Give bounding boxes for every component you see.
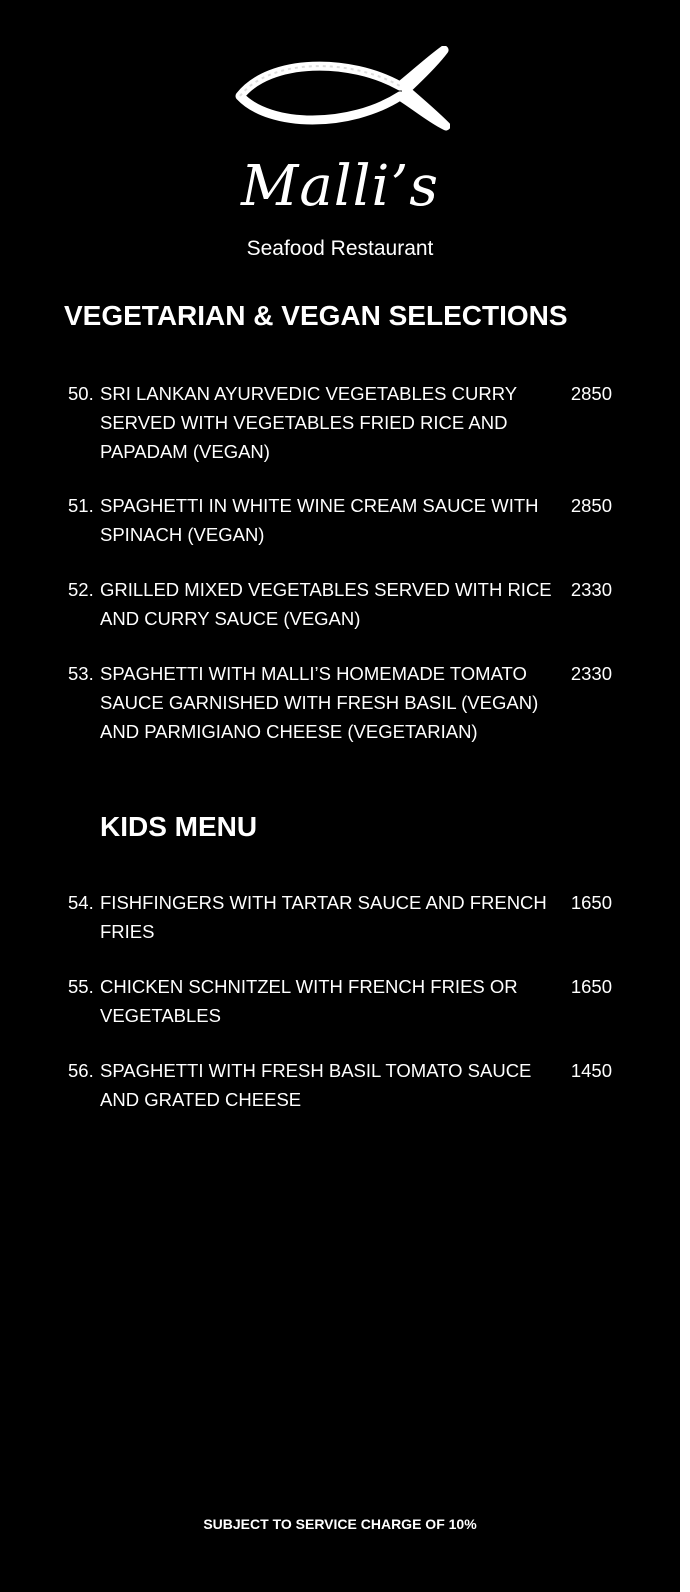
item-description: SPAGHETTI IN WHITE WINE CREAM SAUCE WITH SPINACH (VEGAN) (100, 495, 539, 545)
item-price: 2850 (570, 495, 612, 516)
restaurant-name: Malli’s (241, 154, 439, 219)
item-number: 53. (68, 663, 94, 684)
item-price: 2330 (570, 663, 612, 684)
item-number: 55. (68, 976, 94, 997)
item-number: 51. (68, 495, 94, 516)
item-description: GRILLED MIXED VEGETABLES SERVED WITH RICE AND CURRY SAUCE (VEGAN) (100, 579, 552, 629)
item-number: 54. (68, 892, 94, 913)
item-description: SPAGHETTI WITH MALLI’S HOMEMADE TOMATO SAUCE GARNISHED WITH FRESH BASIL (VEGAN) AND PARMIGIANO CHEESE (VEGETARIAN) (100, 663, 539, 742)
item-price: 1650 (570, 892, 612, 913)
page-edge (680, 0, 690, 1592)
item-description: SRI LANKAN AYURVEDIC VEGETABLES CURRY SERVED WITH VEGETABLES FRIED RICE AND PAPADAM (VEGAN) (100, 383, 517, 462)
restaurant-subtitle: Seafood Restaurant (246, 237, 434, 260)
item-number: 50. (68, 383, 94, 404)
item-description: FISHFINGERS WITH TARTAR SAUCE AND FRENCH FRIES (100, 892, 547, 942)
section-title-vegetarian: VEGETARIAN & VEGAN SELECTIONS (64, 300, 568, 331)
item-description: SPAGHETTI WITH FRESH BASIL TOMATO SAUCE AND GRATED CHEESE (100, 1060, 532, 1110)
item-description: CHICKEN SCHNITZEL WITH FRENCH FRIES OR VEGETABLES (100, 976, 518, 1026)
item-price: 2330 (570, 579, 612, 600)
service-charge-note: SUBJECT TO SERVICE CHARGE OF 10% (203, 1516, 477, 1532)
fish-logo-icon (230, 46, 450, 131)
item-price: 1450 (570, 1060, 612, 1081)
section-title-kids: KIDS MENU (100, 811, 258, 842)
item-price: 2850 (570, 383, 612, 404)
item-price: 1650 (570, 976, 612, 997)
item-number: 56. (68, 1060, 94, 1081)
item-number: 52. (68, 579, 94, 600)
